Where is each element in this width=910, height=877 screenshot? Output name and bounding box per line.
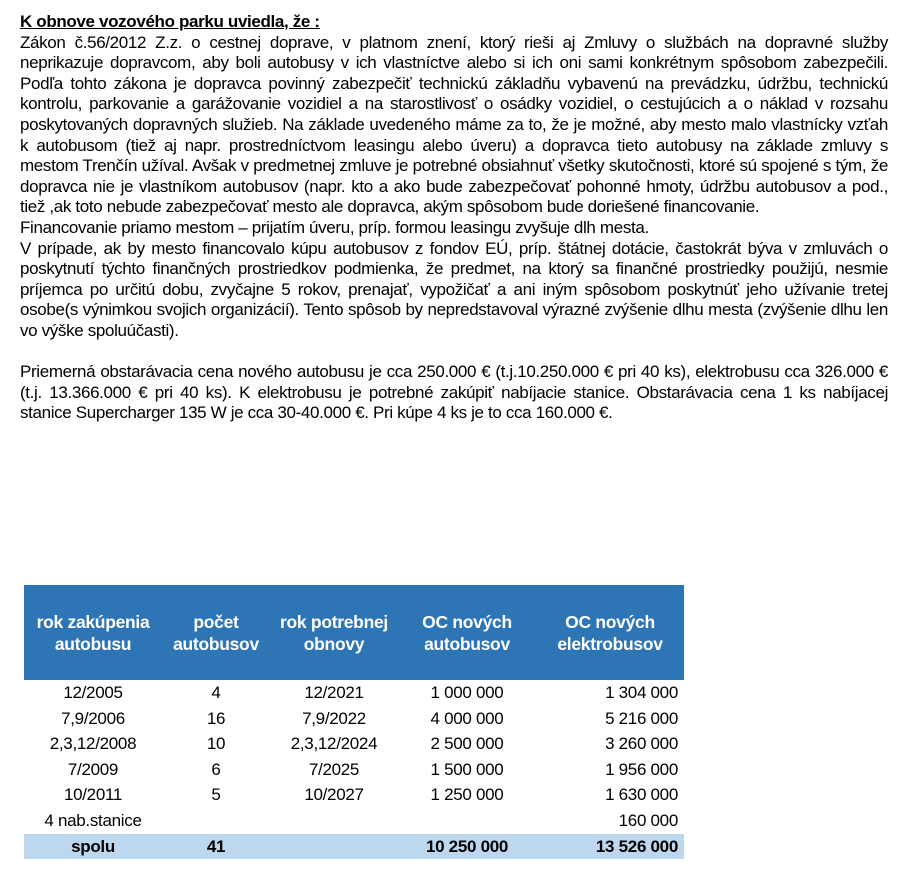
cell-purchase-year: 4 nab.stanice	[44, 810, 142, 830]
cell-bus-count: 4	[211, 683, 221, 702]
cell-bus-count: 41	[162, 834, 270, 860]
cell-cost-ebuses: 3 260 000	[605, 734, 678, 754]
header-purchase-year: rok zakúpenia autobusu	[24, 585, 162, 680]
cell-cost-ebuses: 13 526 000	[536, 834, 684, 860]
table-row	[24, 782, 684, 808]
cell-purchase-year: 10/2011	[63, 785, 123, 805]
cell-purchase-year: 12/2005	[63, 683, 123, 702]
document-body	[20, 12, 888, 424]
cell-cost-ebuses: 1 630 000	[605, 785, 678, 805]
table-row	[24, 706, 684, 732]
cell-bus-count: 10	[206, 734, 226, 754]
cell-cost-ebuses: 5 216 000	[605, 708, 678, 728]
cell-cost-buses: 2 500 000	[430, 734, 504, 754]
cell-renewal-year: 12/2021	[304, 683, 364, 702]
cell-cost-buses	[398, 808, 536, 834]
table-row	[24, 808, 684, 834]
document-title: K obnove vozového parku uviedla, že :	[20, 12, 320, 31]
cell-purchase-year: 7,9/2006	[61, 708, 125, 728]
table-total-row	[24, 834, 684, 860]
cell-bus-count	[162, 808, 270, 834]
fleet-renewal-table-wrap	[24, 585, 684, 859]
cell-renewal-year: 2,3,12/2024	[290, 734, 378, 754]
cell-cost-ebuses: 1 304 000	[605, 683, 678, 702]
table-header-row	[24, 585, 684, 680]
table-row	[24, 680, 684, 706]
paragraph-prices: Priemerná obstarávacia cena nového autobusu je cca 250.000 € (t.j.10.250.000 € pri 40 ks), elektrobusu cca 326.000 € (t.j. 13.366.000 € pri 40 ks). K elektrobusu je potrebné zakúpiť nabíjacie stanice. Obstarávacia cena 1 ks nabíjacej stanice Supercharger 135 W je cca 30-40.000 €. Pri kúpe 4 ks je to cca 160.000 €.	[20, 362, 888, 423]
cell-bus-count: 5	[211, 785, 221, 805]
cell-cost-ebuses: 160 000	[618, 810, 678, 830]
paragraph-financing-city: Financovanie priamo mestom – prijatím úveru, príp. formou leasingu zvyšuje dlh mesta.	[20, 217, 649, 237]
cell-cost-buses: 10 250 000	[398, 834, 536, 860]
fleet-renewal-table	[24, 585, 684, 859]
cell-renewal-year: 10/2027	[304, 785, 364, 805]
cell-cost-buses: 1 000 000	[430, 683, 504, 702]
spacer	[20, 342, 888, 363]
cell-bus-count: 6	[211, 759, 221, 779]
table-row	[24, 757, 684, 783]
cell-renewal-year	[270, 808, 398, 834]
cell-renewal-year: 7/2025	[308, 759, 360, 779]
cell-purchase-year: spolu	[24, 834, 162, 860]
header-cost-ebuses: OC nových elektrobusov	[536, 585, 684, 680]
cell-purchase-year: 7/2009	[67, 759, 119, 779]
cell-cost-buses: 1 500 000	[430, 759, 504, 779]
cell-cost-ebuses: 1 956 000	[605, 759, 678, 779]
cell-renewal-year: 7,9/2022	[302, 708, 366, 728]
cell-renewal-year	[270, 834, 398, 860]
header-renewal-year: rok potrebnej obnovy	[270, 585, 398, 680]
paragraph-eu-funds: V prípade, ak by mesto financovalo kúpu autobusov z fondov EÚ, príp. štátnej dotácie, častokrát býva v zmluvách o poskytnutí týchto finančných prostriedkov podmienka, že predmet, na ktorý sa finančné prostriedky použijú, nesmie príjemca po určitú dobu, zvyčajne 5 rokov, prenajať, vypožičať a ani iným spôsobom poskytnúť jeho užívanie tretej osobe(s výnimkou svojich organizácií). Tento spôsob by nepredstavoval výrazné zvýšenie dlhu mesta (zvýšenie dlhu len vo výške spoluúčasti).	[20, 238, 888, 340]
header-bus-count: počet autobusov	[162, 585, 270, 680]
cell-bus-count: 16	[206, 708, 226, 728]
table-row	[24, 731, 684, 757]
cell-cost-buses: 1 250 000	[430, 785, 504, 805]
header-cost-buses: OC nových autobusov	[398, 585, 536, 680]
cell-purchase-year: 2,3,12/2008	[49, 734, 137, 754]
paragraph-law: Zákon č.56/2012 Z.z. o cestnej doprave, v platnom znení, ktorý rieši aj Zmluvy o službách na dopravné služby neprikazuje dopravcom, aby boli autobusy v ich vlastníctve alebo si ich oni sami konkrétnym spôsobom zabezpečili. Podľa tohto zákona je dopravca povinný zabezpečiť technickú základňu vybavenú na prevádzku, údržbu, technickú kontrolu, parkovanie a garážovanie vozidiel a na starostlivosť o osádky vozidiel, o cestujúcich a o náklad v rozsahu poskytovaných dopravných služieb. Na základe uvedeného máme za to, že je možné, aby mesto malo vlastnícky vzťah k autobusom (tiež aj napr. prostredníctvom leasingu alebo úveru) a dopravca tieto autobusy na základe zmluvy s mestom Trenčín užíval. Avšak v predmetnej zmluve je potrebné obsiahnuť všetky skutočnosti, ktoré sú spojené s tým, že dopravca nie je vlastníkom autobusov (napr. kto a ako bude zabezpečovať pohonné hmoty, údržbu autobusov a pod., tiež ,ak toto nebude zabezpečovať mesto ale dopravca, akým spôsobom bude doriešené financovanie.	[20, 32, 888, 217]
cell-cost-buses: 4 000 000	[430, 708, 504, 728]
